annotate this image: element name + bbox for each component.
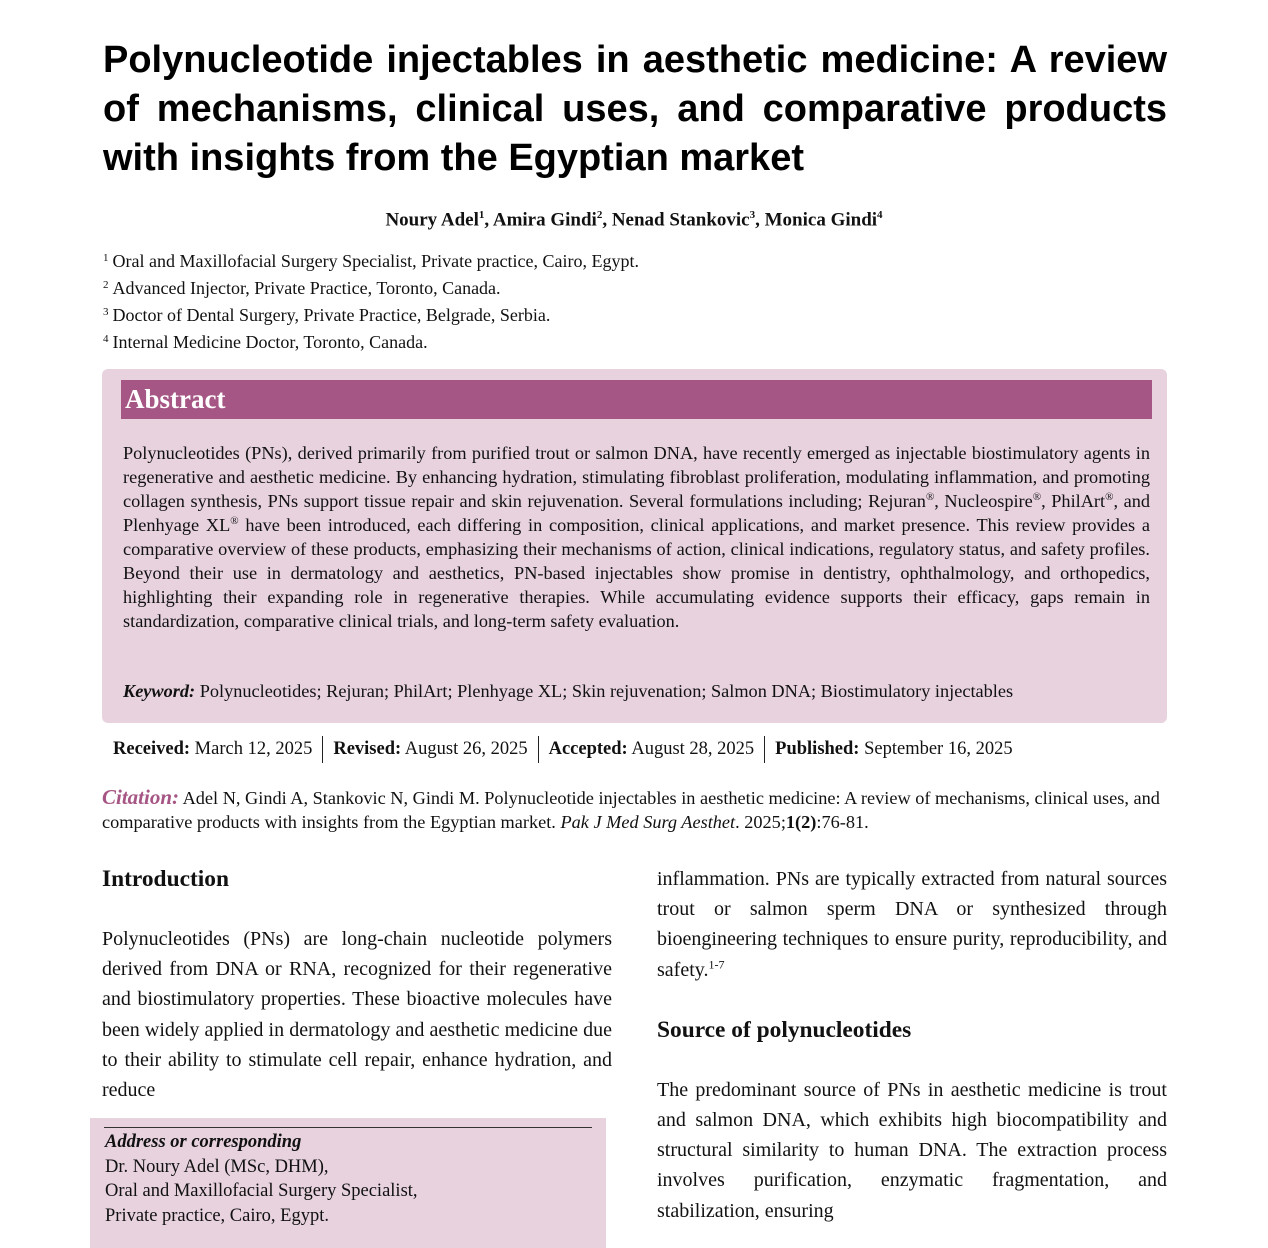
introduction-paragraph: Polynucleotides (PNs) are long-chain nucleotide polymers derived from DNA or RNA, recognized for their regenerative and biostimulatory properties. These bioactive molecules have been widely applied in dermatology and aesthetic medicine due to their ability to stimulate cell repair, enhance hydration, and reduce: [102, 928, 612, 1102]
date-label: Published:: [775, 738, 860, 759]
registered-mark: ®: [230, 514, 239, 527]
date-label: Accepted:: [548, 738, 628, 759]
right-column: [657, 864, 1167, 1226]
correspondence-line: Oral and Maxillofacial Surgery Specialist,: [105, 1181, 418, 1201]
citation-issue: (2): [795, 812, 817, 832]
published-date: [765, 739, 1022, 760]
date-value: March 12, 2025: [194, 738, 313, 759]
correspondence-label: Address or corresponding: [105, 1132, 302, 1152]
abstract-text-part: have been introduced, each differing in composition, clinical applications, and market presence. This review provides a comparative overview of these products, emphasizing their mechanisms of action, clinical indications, regulatory status, and safety profiles. Beyond their use in dermatology and aesthetics, PN-based injectables show promise in dentistry, ophthalmology, and orthopedics, highlighting their expanding role in regenerative therapies. While accumulating evidence supports their efficacy, gaps remain in standardization, comparative clinical trials, and long-term safety evaluation.: [123, 515, 1151, 631]
author-separator: ,: [602, 209, 612, 231]
abstract-text-part: , PhilArt: [1041, 491, 1106, 511]
abstract-text-part: Polynucleotides (PNs), derived primarily from purified trout or salmon DNA, have recently emerged as injectable biostimulatory agents in regenerative and aesthetic medicine. By enhancing hydration, stimulating fibroblast proliferation, modulating inflammation, and promoting collagen synthesis, PNs support tissue repair and skin rejuvenation. Several formulations including; Rejuran: [123, 443, 1150, 511]
citation-label: Citation:: [102, 785, 180, 809]
author-separator: ,: [755, 209, 765, 231]
registered-mark: ®: [1032, 490, 1042, 503]
affiliation-text: Doctor of Dental Surgery, Private Practice, Belgrade, Serbia.: [112, 305, 551, 325]
citation-volume: 1: [785, 812, 796, 832]
affiliation-text: Oral and Maxillofacial Surgery Specialist, Private practice, Cairo, Egypt.: [112, 251, 640, 271]
affiliation-item: [103, 273, 639, 300]
affiliation-number: 4: [103, 333, 109, 345]
journal-name[interactable]: Pak J Med Surg Aesthet: [560, 812, 736, 832]
keyword-list: Polynucleotides; Rejuran; PhilArt; Plenhyage XL; Skin rejuvenation; Salmon DNA; Biostimulatory injectables: [199, 681, 1014, 701]
author-affiliation-number: 1: [478, 209, 485, 221]
abstract-text-part: , Nucleospire: [934, 491, 1033, 511]
registered-mark: ®: [1105, 490, 1114, 503]
date-label: Received:: [113, 738, 191, 759]
affiliation-item: [103, 246, 639, 273]
author-affiliation-number: 3: [749, 209, 756, 221]
introduction-heading: Introduction: [102, 866, 229, 892]
paragraph-text: inflammation. PNs are typically extracted from natural sources trout or salmon sperm DNA or synthesized through bioengineering techniques to ensure purity, reproducibility, and safety.: [657, 868, 1167, 981]
author-affiliation-number: 2: [596, 209, 603, 221]
left-column: [102, 864, 612, 1105]
author-affiliation-number: 4: [877, 209, 883, 221]
source-paragraph: The predominant source of PNs in aesthetic medicine is trout and salmon DNA, which exhibits high biocompatibility and structural similarity to human DNA. The extraction process involves purification, enzymatic fragmentation, and stabilization, ensuring: [657, 1078, 1167, 1222]
affiliation-text: Internal Medicine Doctor, Toronto, Canada.: [112, 332, 428, 352]
abstract-text: [123, 441, 1150, 633]
citation-year: . 2025;: [735, 812, 786, 832]
affiliation-text: Advanced Injector, Private Practice, Toronto, Canada.: [112, 278, 501, 298]
correspondence-text: [105, 1130, 418, 1228]
date-value: August 26, 2025: [404, 738, 528, 759]
affiliation-item: [103, 327, 639, 354]
registered-mark: ®: [925, 490, 935, 503]
abstract-heading: Abstract: [121, 380, 1152, 419]
date-label: Revised:: [333, 738, 402, 759]
reference-citation[interactable]: 1-7: [708, 956, 725, 971]
affiliation-number: 3: [103, 306, 109, 318]
article-dates: [102, 734, 1167, 764]
affiliation-number: 2: [103, 279, 109, 291]
date-value: August 28, 2025: [631, 738, 755, 759]
article-title: Polynucleotide injectables in aesthetic medicine: A review of mechanisms, clinical uses, and comparative products with insights from the Egyptian market: [103, 39, 1167, 179]
author-name[interactable]: Monica Gindi: [764, 209, 878, 231]
accepted-date: [539, 739, 765, 760]
keyword-label: Keyword:: [123, 681, 196, 701]
correspondence-line: Private practice, Cairo, Egypt.: [105, 1205, 329, 1226]
introduction-paragraph-continued: [657, 864, 1167, 985]
author-list: [0, 209, 1268, 231]
correspondence-box: [90, 1118, 606, 1248]
abstract-text-part: , and Plenhyage XL: [123, 491, 1150, 535]
citation-text: Adel N, Gindi A, Stankovic N, Gindi M. Polynucleotide injectables in aesthetic medicine: A review of mechanisms, clinical uses, and comparative products with insights from the Egyptian market.: [102, 788, 1160, 832]
date-value: September 16, 2025: [864, 738, 1013, 759]
revised-date: [323, 739, 537, 760]
author-separator: ,: [484, 209, 493, 231]
source-heading: Source of polynucleotides: [657, 1016, 912, 1043]
correspondence-line: Dr. Noury Adel (MSc, DHM),: [105, 1156, 329, 1177]
author-name[interactable]: Nenad Stankovic: [611, 209, 750, 231]
abstract-panel: [102, 369, 1167, 723]
author-name[interactable]: Noury Adel: [385, 209, 479, 231]
affiliation-list: [103, 246, 639, 354]
affiliation-item: [103, 300, 639, 327]
keywords: [123, 681, 1153, 702]
received-date: [102, 739, 322, 760]
citation-pages: :76-81.: [816, 812, 869, 832]
author-name[interactable]: Amira Gindi: [492, 209, 597, 231]
citation: [102, 785, 1167, 834]
affiliation-number: 1: [103, 252, 109, 264]
correspondence-rule: [104, 1127, 592, 1128]
